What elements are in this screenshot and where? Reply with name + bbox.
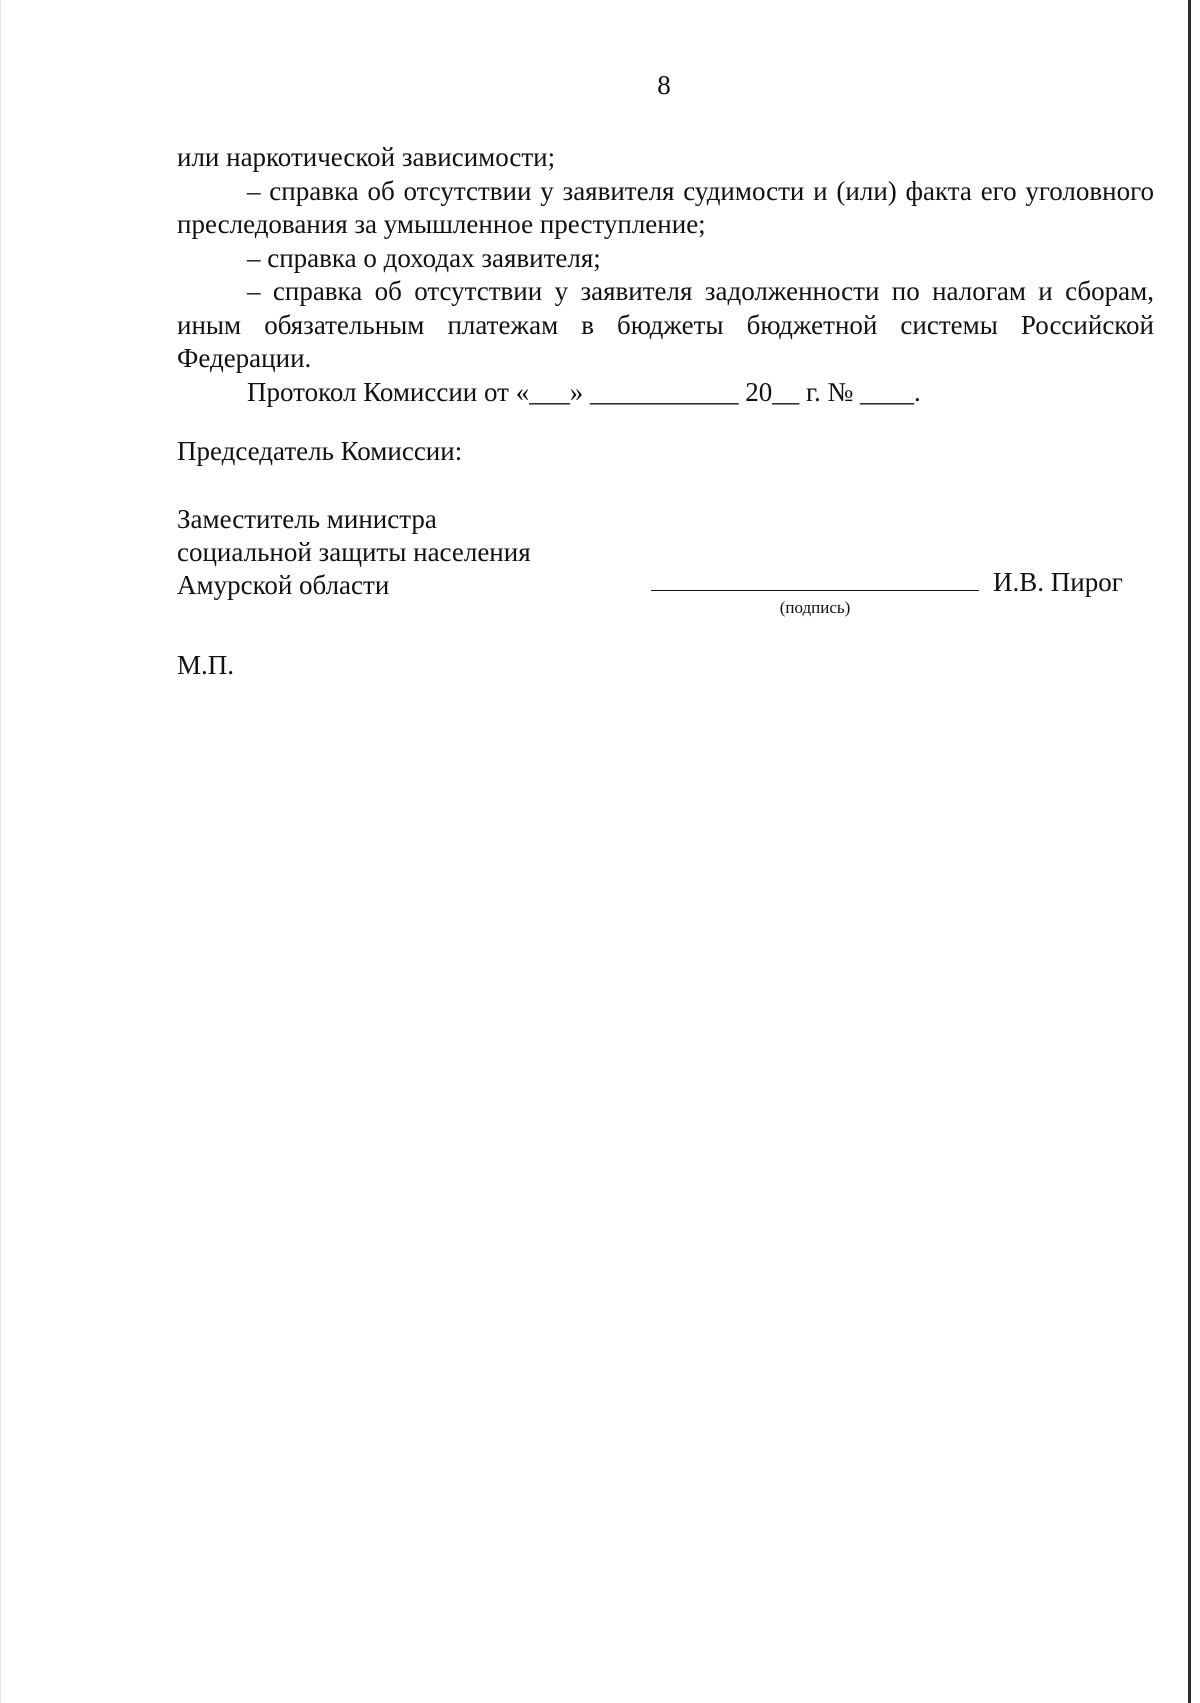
position-line-2: социальной защиты населения	[177, 537, 531, 567]
signer-position	[177, 503, 531, 602]
scan-left-edge	[0, 0, 1, 1703]
scan-right-edge	[1188, 0, 1191, 1703]
signer-name: И.В. Пирог	[993, 567, 1123, 597]
position-line-1: Заместитель министра	[177, 504, 437, 534]
list-item-criminal-record: – справка об отсутствии у заявителя судимости и (или) факта его уголовного преследования за умышленное преступление;	[177, 175, 1154, 239]
page-number: 8	[657, 70, 671, 100]
paragraph-continuation: или наркотической зависимости;	[177, 142, 556, 172]
position-line-3: Амурской области	[177, 570, 390, 600]
list-item-tax-debt: – справка об отсутствии у заявителя задолженности по налогам и сборам, иным обязательным платежам в бюджеты бюджетной системы Российской Федерации.	[177, 276, 1154, 373]
chairman-label: Председатель Комиссии:	[177, 436, 463, 466]
protocol-line: Протокол Комиссии от «___» ___________ 20__ г. № ____.	[247, 376, 921, 407]
list-item-income: – справка о доходах заявителя;	[247, 242, 601, 273]
document-body	[177, 141, 1154, 409]
signature-line	[651, 590, 979, 591]
stamp-place-label: М.П.	[177, 650, 235, 680]
signature-caption: (подпись)	[779, 598, 851, 617]
